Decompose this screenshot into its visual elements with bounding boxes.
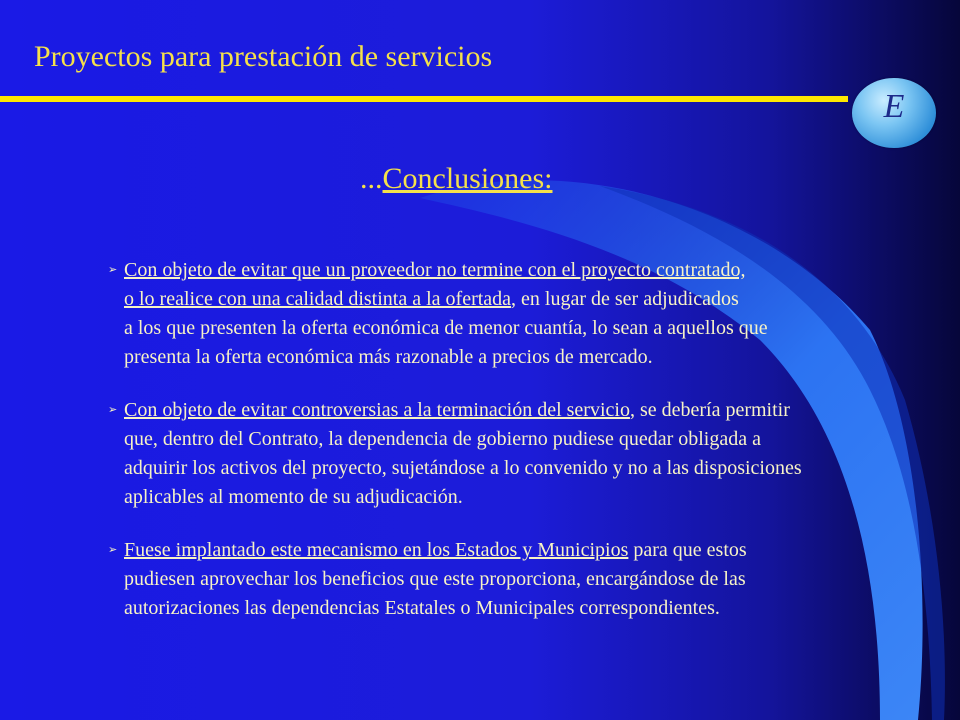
line-text: a los que presenten la oferta económica de menor cuantía, lo sean a aquellos que [124,317,768,339]
line-text: para que estos [628,539,747,561]
badge-letter: E [883,88,905,125]
conclusion-line [124,396,958,425]
arrowhead-bullet-icon: ➢ [108,264,118,276]
underlined-phrase: o lo realice con una calidad distinta a la ofertada [124,288,512,310]
section-badge [852,78,936,148]
conclusion-line [124,425,958,454]
conclusion-line [124,483,958,512]
title-divider [0,96,848,102]
conclusion-item [108,396,958,512]
conclusion-item [108,536,958,623]
conclusion-line [124,454,958,483]
conclusion-line [124,343,958,372]
line-text: presenta la oferta económica más razonable a precios de mercado. [124,346,653,368]
conclusion-line [124,594,958,623]
conclusions-list [108,256,958,647]
conclusion-item [108,256,958,372]
arrowhead-bullet-icon: ➢ [108,544,118,556]
line-text: pudiesen aprovechar los beneficios que este proporciona, encargándose de las [124,568,746,590]
conclusion-line [124,256,958,285]
conclusion-line [124,285,958,314]
line-text: autorizaciones las dependencias Estatales o Municipales correspondientes. [124,597,720,619]
conclusion-line [124,314,958,343]
line-text: , en lugar de ser adjudicados [511,288,739,310]
heading-ellipsis: ... [360,162,383,195]
underlined-phrase: Con objeto de evitar controversias a la terminación del servicio [124,399,630,421]
line-text: aplicables al momento de su adjudicación. [124,486,463,508]
section-heading [360,162,553,196]
arrowhead-bullet-icon: ➢ [108,404,118,416]
line-text: , se debería permitir [629,399,790,421]
slide-title: Proyectos para prestación de servicios [34,40,493,73]
line-text: que, dentro del Contrato, la dependencia de gobierno pudiese quedar obligada a [124,428,761,450]
conclusion-line [124,565,958,594]
line-text: adquirir los activos del proyecto, sujetándose a lo convenido y no a las disposiciones [124,457,802,479]
underlined-phrase: Fuese implantado este mecanismo en los Estados y Municipios [124,539,629,561]
underlined-phrase: Con objeto de evitar que un proveedor no termine con el proyecto contratado, [124,259,746,281]
conclusion-line [124,536,958,565]
heading-text: Conclusiones: [382,162,553,195]
